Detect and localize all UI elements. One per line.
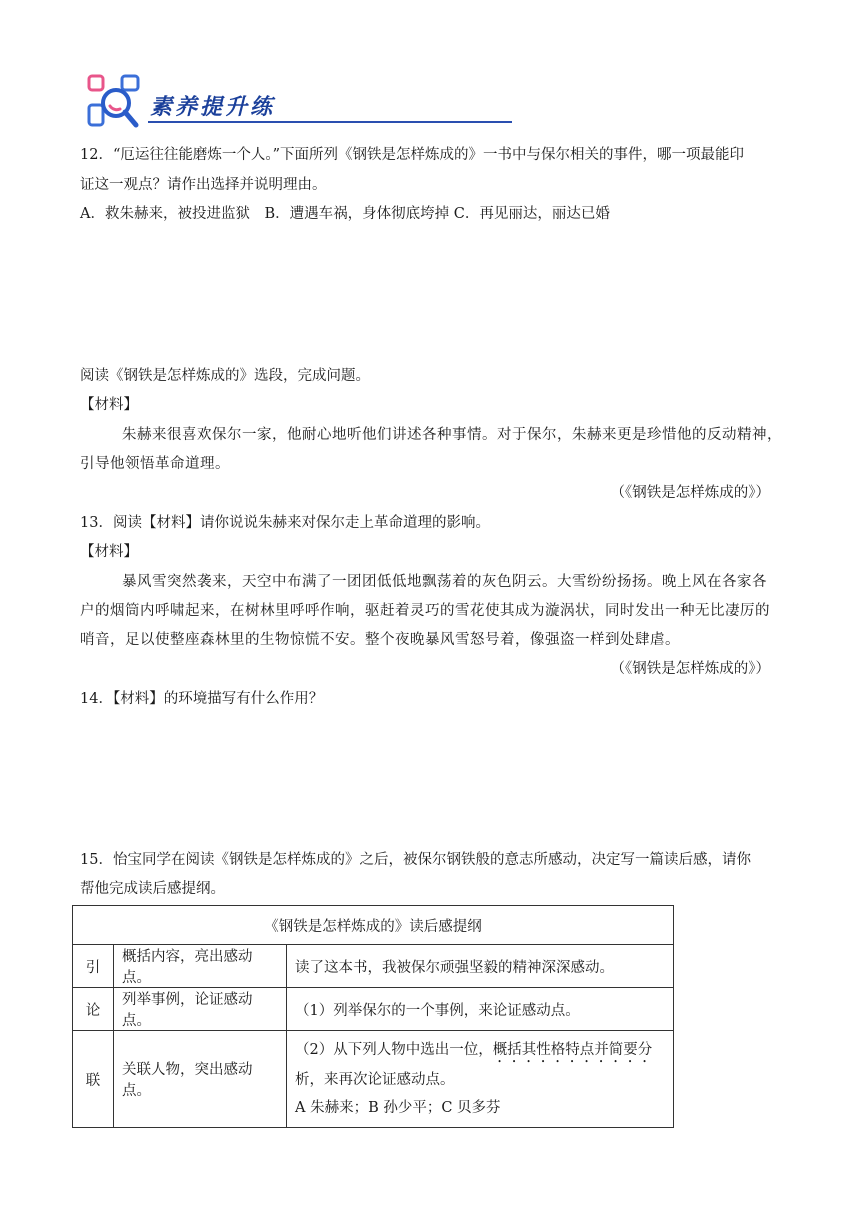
passage2-label: 【材料】	[80, 544, 138, 560]
q15-line1: 15．怡宝同学在阅读《钢铁是怎样炼成的》之后，被保尔钢铁般的意志所感动，决定写一篇读后感，请你	[80, 852, 751, 868]
passage2-line3: 哨音，足以使整座森林里的生物惊慌不安。整个夜晚暴风雪怒号着，像强盗一样到处肆虐。	[80, 632, 680, 648]
table-header-row	[73, 906, 674, 945]
row-step: 关联人物，突出感动点。	[114, 1031, 287, 1128]
content-text: （2）从下列人物中选出一位，	[295, 1042, 493, 1058]
passage1-source: （《钢铁是怎样炼成的》）	[610, 485, 770, 501]
passage1-line2: 引导他领悟革命道理。	[80, 456, 230, 472]
row-step: 列举事例，论证感动点。	[114, 988, 287, 1031]
magnifier-logo-icon	[86, 73, 146, 133]
passage2-line1: 暴风雪突然袭来，天空中布满了一团团低低地飘荡着的灰色阴云。大雪纷纷扬扬。晚上风在各家各	[122, 574, 767, 590]
row-key: 引	[73, 945, 114, 988]
q12-line2: 证这一观点？请作出选择并说明理由。	[80, 177, 327, 193]
content-line-2: 析，来再次论证感动点。	[295, 1072, 455, 1088]
section-banner-title: 素养提升练	[150, 95, 276, 120]
row-content	[287, 1031, 674, 1128]
q15-line2: 帮他完成读后感提纲。	[80, 881, 225, 897]
reading-outline-table	[72, 905, 674, 1128]
passage1-line1: 朱赫来很喜欢保尔一家，他耐心地听他们讲述各种事情。对于保尔，朱赫来更是珍惜他的反动精神，	[122, 427, 782, 443]
row-content: （1）列举保尔的一个事例，来论证感动点。	[287, 988, 674, 1031]
content-line-1	[295, 1036, 665, 1066]
row-step: 概括内容，亮出感动点。	[114, 945, 287, 988]
q14-text: 14．【材料】的环境描写有什么作用？	[80, 691, 324, 707]
passage1-intro: 阅读《钢铁是怎样炼成的》选段，完成问题。	[80, 368, 370, 384]
passage1-label: 【材料】	[80, 397, 138, 413]
passage2-line2: 户的烟筒内呼啸起来，在树林里呼呼作响，驱赶着灵巧的雪花使其成为漩涡状，同时发出一种无比凄厉的	[80, 603, 770, 619]
q13-text: 13．阅读【材料】请你说说朱赫来对保尔走上革命道理的影响。	[80, 515, 490, 531]
table-row	[73, 945, 674, 988]
content-line-3: A 朱赫来；B 孙少平；C 贝多芬	[295, 1100, 501, 1116]
row-content: 读了这本书，我被保尔顽强坚毅的精神深深感动。	[287, 945, 674, 988]
row-key: 联	[73, 1031, 114, 1128]
table-title: 《钢铁是怎样炼成的》读后感提纲	[73, 906, 674, 945]
banner-underline	[148, 121, 512, 123]
table-row	[73, 1031, 674, 1128]
table-row	[73, 988, 674, 1031]
q12-options: A．救朱赫来，被投进监狱 B．遭遇车祸，身体彻底垮掉 C．再见丽达，丽达已婚	[80, 206, 610, 222]
passage2-source: （《钢铁是怎样炼成的》）	[610, 661, 770, 677]
row-key: 论	[73, 988, 114, 1031]
q12-line1: 12．“厄运往往能磨炼一个人。”下面所列《钢铁是怎样炼成的》一书中与保尔相关的事件，哪一项最能印	[80, 147, 745, 163]
emphasized-text: 概括其性格特点并简要分	[492, 1042, 653, 1058]
